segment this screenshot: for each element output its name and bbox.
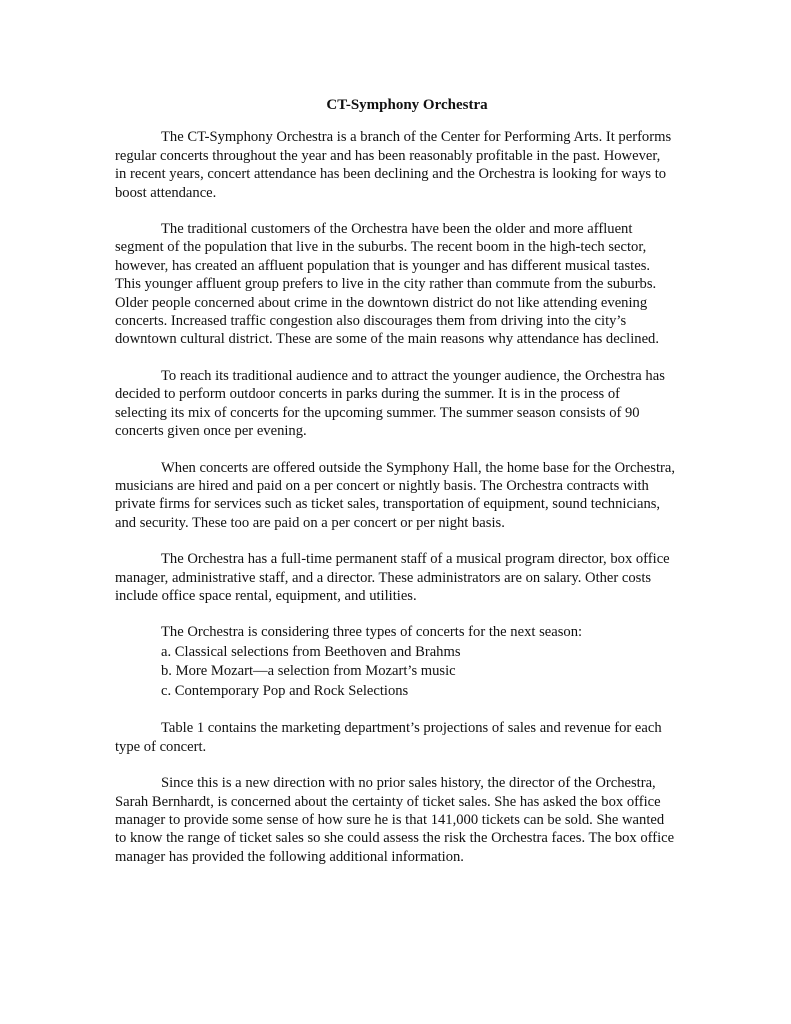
list-intro: The Orchestra is considering three types of concerts for the next season: [161,624,583,641]
list-item: a. Classical selections from Beethoven and Brahms [161,643,461,660]
document-title: CT-Symphony Orchestra [326,97,488,113]
paragraph-ticket-certainty: Since this is a new direction with no prior sales history, the director of the Orchestra, Sarah Bernhardt, is concerned about the certainty of ticket sales. She has asked the box office manager to provide some sense of how sure he is that 141,000 tickets can be sold. She wanted to know the range of ticket sales so she could assess the risk the Orchestra faces. The box office manager has provided the following additional information. [115,775,675,865]
paragraph-audience: The traditional customers of the Orchestra have been the older and more affluent segment of the population that live in the suburbs. The recent boom in the high-tech sector, however, has created an affluent population that is younger and has different musical tastes. This younger affluent group prefers to live in the city rather than commute from the suburbs. Older people concerned about crime in the downtown district do not like attending evening concerts. Increased traffic congestion also discourages them from driving into the city’s downtown cultural district. These are some of the main reasons why attendance has declined. [115,221,659,348]
paragraph-staff: The Orchestra has a full-time permanent staff of a musical program director, box office manager, administrative staff, and a director. These administrators are on salary. Other costs include office space rental, equipment, and utilities. [115,551,670,604]
paragraph-outdoor-concerts: To reach its traditional audience and to attract the younger audience, the Orchestra has decided to perform outdoor concerts in parks during the summer. It is in the process of selecting its mix of concerts for the upcoming summer. The summer season consists of 90 concerts given once per evening. [115,367,665,440]
list-item: c. Contemporary Pop and Rock Selections [161,682,409,699]
list-item: b. More Mozart—a selection from Mozart’s music [161,663,456,680]
paragraph-intro: The CT-Symphony Orchestra is a branch of the Center for Performing Arts. It performs regular concerts throughout the year and has been reasonably profitable in the past. However, in recent years, concert attendance has been declining and the Orchestra is looking for ways to boost attendance. [115,129,672,201]
document-page [115,96,675,884]
paragraph-table-reference: Table 1 contains the marketing department’s projections of sales and revenue for each type of concert. [115,720,662,755]
paragraph-contracts: When concerts are offered outside the Symphony Hall, the home base for the Orchestra, musicians are hired and paid on a per concert or nightly basis. The Orchestra contracts with private firms for services such as ticket sales, transportation of equipment, sound technicians, and security. These too are paid on a per concert or per night basis. [115,459,675,531]
concert-types-list [161,623,675,701]
